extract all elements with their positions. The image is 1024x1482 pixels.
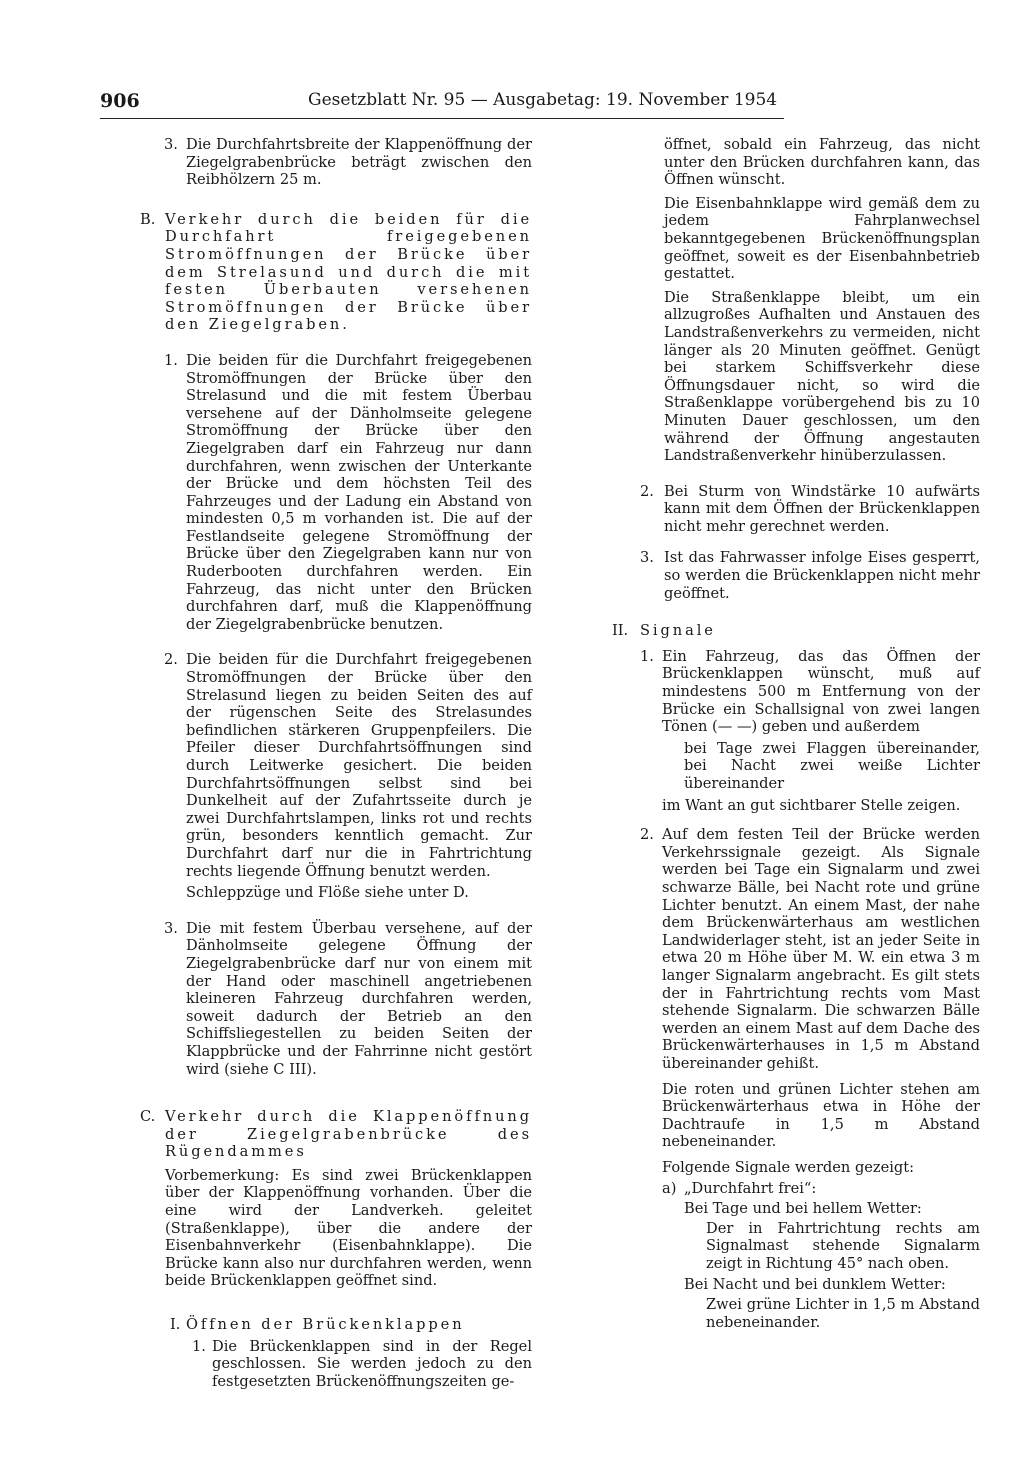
item-number: 1. [640,647,654,665]
paragraph: Folgende Signale werden gezeigt: [662,1158,915,1176]
item-number: 1. [192,1337,206,1355]
paragraph-indented: Der in Fahrtrichtung rechts am Signalmast stehende Signalarm zeigt in Richtung 45° nach oben. [706,1219,980,1272]
item-number: 3. [164,136,178,153]
paragraph: Vorbemerkung: Es sind zwei Brückenklappen über der Klappenöffnung vorhanden. Über die eine wird der Landverkeh. geleitet (Straßenklappe), über die andere der Eisenbahnverkehr (Eisenbahnklappe). Die Brücke kann also nur durchfahren werden, wenn beide Brückenklappen geöffnet sind. [165,1166,532,1290]
list-item [612,549,980,602]
subsection-label: II. [612,622,629,640]
list-item [140,651,532,901]
paragraph: Bei Tage und bei hellem Wetter: [684,1200,922,1218]
paragraph: im Want an gut sichtbarer Stelle zeigen. [662,796,961,814]
list-item [612,1180,980,1331]
paragraph: Die beiden für die Durchfahrt freigegebenen Stromöffnungen der Brücke über den Strelasund und die mit festem Überbau versehene auf der Dänholmseite gelegene Stromöffnung der Brücke über den Ziegelgraben darf ein Fahrzeug nur dann durchfahren, wenn zwischen der Unterkante der Brücke und dem höchsten Teil des Fahrzeuges und der Ladung ein Abstand von mindesten 0,5 m vorhanden ist. Die auf der Festlandseite gelegene Stromöffnung der Brücke über den Ziegelgraben kann nur von Ruderbooten durchfahren werden. Ein Fahrzeug, das nicht unter den Brücken durchfahren darf, muß die Klappenöffnung der Ziegelgrabenbrücke benutzen. [186,351,532,633]
paragraph: Die Eisenbahnklappe wird gemäß dem zu jedem Fahrplanwechsel bekanntgegebenen Brückenöffnungsplan geöffnet, soweit es der Eisenbahnbetrieb gestattet. [664,194,980,283]
header-title: Gesetzblatt Nr. 95 — Ausgabetag: 19. November 1954 [308,90,778,110]
list-item [612,483,980,536]
paragraph: Die roten und grünen Lichter stehen am Brückenwärterhaus etwa in Höhe der Dachtraufe in 1,5 m Abstand nebeneinander. [662,1080,980,1151]
subsection-heading: Öffnen der Brückenklappen [186,1316,465,1334]
section-c [140,1108,532,1290]
item-number: 1. [164,351,178,369]
list-item [140,352,532,634]
item-number: 3. [640,549,654,567]
section-heading: Verkehr durch die beiden für die Durchfahrt freigegebenen Stromöffnungen der Brücke über dem Strelasund und durch die mit festen Überbauten versehenen Stromöffnungen der Brücke über den Ziegelgraben. [165,210,532,334]
section-label: B. [140,210,156,228]
paragraph: Bei Nacht und bei dunklem Wetter: [684,1276,946,1294]
paragraph: Die beiden für die Durchfahrt freigegebenen Stromöffnungen der Brücke über den Strelasund liegen zu beiden Seiten des auf der rügenschen Seite des Strelasundes befindlichen stärkeren Gruppenpfeilers. Die Pfeiler dieser Durchfahrtsöffnungen sind durch Leitwerke gesichert. Die beiden Durchfahrtsöffnungen selbst sind bei Dunkelheit auf der Zufahrtsseite durch je zwei Durchfahrtslampen, links rot und rechts grün, besonders kenntlich gemacht. Zur Durchfahrt darf nur die in Fahrtrichtung rechts liegende Öffnung benutzt werden. [186,651,532,880]
item-number: 2. [640,482,654,500]
paragraph: Auf dem festen Teil der Brücke werden Verkehrssignale gezeigt. Als Signale werden bei Tage ein Signalarm und zwei schwarze Bälle, bei Nacht rote und grüne Lichter benutzt. An einem Mast, der nahe dem Brückenwärterhaus am westlichen Landwiderlager steht, ist an jeder Seite in etwa 20 m Höhe über M. W. ein etwa 3 m langer Signalarm angebracht. Es gilt stets der in Fahrtrichtung rechts vom Mast stehende Signalarm. Die schwarzen Bälle werden an einem Mast auf dem Dache des Brückenwärterhauses in 1,5 m Abstand übereinander gehißt. [662,826,980,1072]
list-item [612,648,980,814]
paragraph: Ein Fahrzeug, das das Öffnen der Brückenklappen wünscht, muß auf mindestens 500 m Entfernung von der Brücke ein Schallsignal von zwei langen Tönen (— —) geben und außerdem [662,647,980,736]
page-header [100,84,784,119]
subsection-label: I. [170,1316,181,1334]
item-number: 2. [640,826,654,844]
continuation [612,136,980,189]
paragraph: Die Straßenklappe bleibt, um ein allzugroßes Aufhalten und Anstauen des Landstraßenverkehrs zu vermeiden, nicht länger als 20 Minuten geöffnet. Genügt bei starkem Schiffsverkehr diese Öffnungsdauer nicht, so wird die Straßenklappe vorübergehend bis zu 10 Minuten Dauer geschlossen, um den während der Öffnung angestauten Landstraßenverkehr hinüberzulassen. [664,288,980,465]
paragraph: Schleppzüge und Flöße siehe unter D. [186,884,469,902]
list-item [612,826,980,1176]
paragraph-indented: Zwei grüne Lichter in 1,5 m Abstand nebeneinander. [706,1296,980,1331]
paragraph: Bei Sturm von Windstärke 10 aufwärts kann mit dem Öffnen der Brückenklappen nicht mehr gerechnet werden. [664,482,980,535]
section-heading: Verkehr durch die Klappenöffnung der Ziegelgrabenbrücke des Rügendammes [165,1108,532,1161]
left-column [140,128,532,1390]
subsection-heading: Signale [640,622,716,640]
paragraph: Ist das Fahrwasser infolge Eises gesperrt, so werden die Brückenklappen nicht mehr geöffnet. [664,549,980,602]
page-number: 906 [100,90,140,112]
item-number: 2. [164,651,178,669]
paragraph-block [612,195,980,283]
paragraph: Die Durchfahrtsbreite der Klappenöffnung der Ziegelgrabenbrücke beträgt zwischen den Reibhölzern 25 m. [186,136,532,189]
subsection-i [140,1316,532,1334]
section-label: C. [140,1108,156,1126]
list-item [140,920,532,1078]
list-item [140,1338,532,1391]
right-column [612,128,980,1331]
subsection-ii [612,622,980,640]
paragraph: Die Brückenklappen sind in der Regel geschlossen. Sie werden jedoch zu den festgesetzten Brückenöffnungszeiten ge- [212,1337,532,1390]
list-item [140,136,532,189]
item-number: 3. [164,919,178,937]
paragraph: Die mit festem Überbau versehene, auf der Dänholmseite gelegene Öffnung der Ziegelgrabenbrücke darf nur von einem mit der Hand oder maschinell angetriebenen kleineren Fahrzeug durchfahren werden, soweit dadurch der Betrieb an den Schiffsliegestellen zu beiden Seiten der Klappbrücke und der Fahrrinne nicht gestört wird (siehe C III). [186,919,532,1078]
paragraph-block [612,289,980,465]
item-label: a) [662,1180,677,1198]
paragraph: „Durchfahrt frei“: [684,1180,817,1198]
paragraph: öffnet, sobald ein Fahrzeug, das nicht unter den Brücken durchfahren kann, das Öffnen wünscht. [664,136,980,189]
section-b [140,211,532,334]
paragraph-indented: bei Tage zwei Flaggen übereinander, bei Nacht zwei weiße Lichter übereinander [684,739,980,792]
